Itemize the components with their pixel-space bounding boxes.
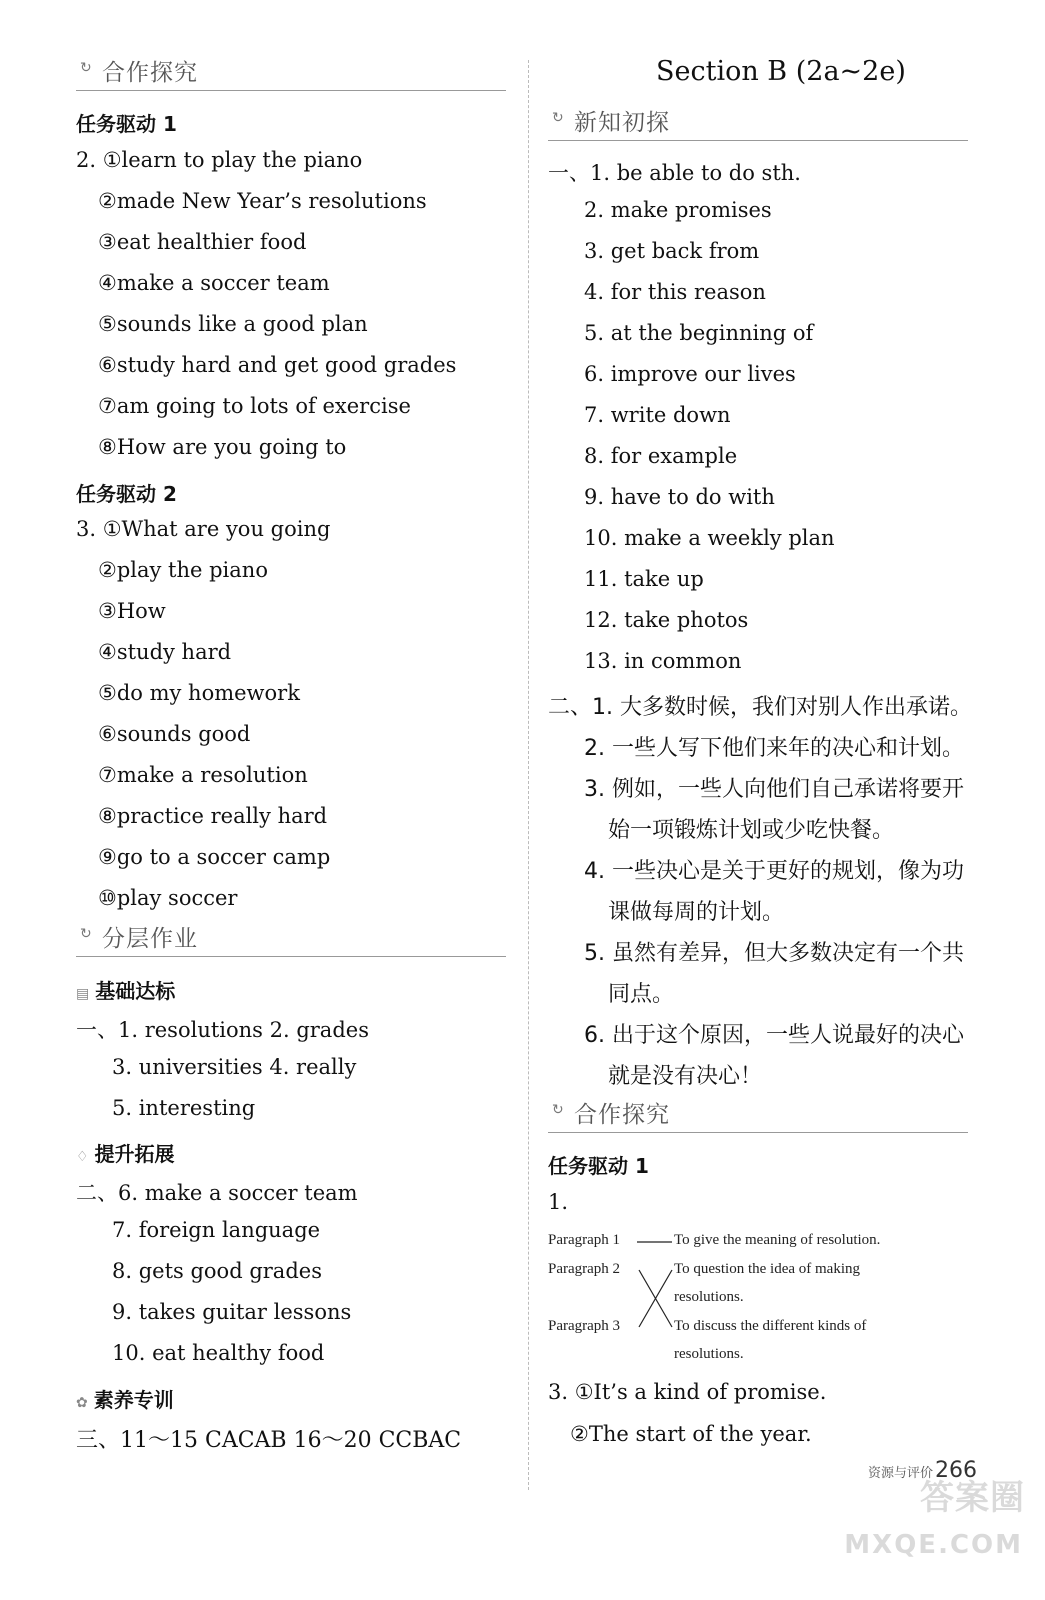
paragraph-label: Paragraph 1 bbox=[548, 1232, 621, 1248]
answer-line: ③eat healthier food bbox=[98, 230, 307, 254]
translation-line: 4. 一些决心是关于更好的规划，像为功 bbox=[584, 859, 964, 884]
answer-line: 13. in common bbox=[584, 649, 742, 673]
answer-line: ⑧How are you going to bbox=[98, 435, 347, 459]
paragraph-label: Paragraph 2 bbox=[548, 1261, 621, 1277]
purpose-label: resolutions. bbox=[674, 1289, 744, 1305]
answer-line: 二、6. make a soccer team bbox=[76, 1181, 358, 1205]
improve-heading bbox=[76, 1138, 175, 1167]
answer-line: 8. for example bbox=[584, 444, 738, 468]
translation-line: 2. 一些人写下他们来年的决心和计划。 bbox=[584, 736, 964, 761]
answer-line: 4. for this reason bbox=[584, 280, 766, 304]
answer-line: ⑤sounds like a good plan bbox=[98, 312, 368, 336]
answer-line: 11. take up bbox=[584, 567, 704, 591]
answer-line: 3. get back from bbox=[584, 239, 760, 263]
purpose-label: To give the meaning of resolution. bbox=[674, 1232, 881, 1248]
clipboard-icon: ▤ bbox=[76, 986, 90, 1002]
paragraph-matching-diagram bbox=[548, 1228, 988, 1368]
answer-line: 三、11～15 CACAB 16～20 CCBAC bbox=[76, 1428, 462, 1453]
answer-line: ⑤do my homework bbox=[98, 681, 300, 705]
matching-lines bbox=[548, 1228, 988, 1368]
purpose-label: To discuss the different kinds of bbox=[674, 1318, 867, 1334]
section-icon: ↻ bbox=[80, 60, 92, 76]
translation-line: 始一项锻炼计划或少吃快餐。 bbox=[608, 818, 895, 843]
purpose-label: resolutions. bbox=[674, 1346, 744, 1362]
task1-heading: 任务驱动 1 bbox=[76, 112, 177, 136]
answer-line: 8. gets good grades bbox=[112, 1259, 322, 1283]
translation-line: 二、1. 大多数时候，我们对别人作出承诺。 bbox=[548, 695, 972, 720]
section-header-new-knowledge bbox=[548, 106, 968, 141]
answer-line: 2. ①learn to play the piano bbox=[76, 148, 363, 172]
answer-line: 3. ①It’s a kind of promise. bbox=[548, 1380, 827, 1404]
answer-line: 7. foreign language bbox=[112, 1218, 321, 1242]
section-title: 合作探究 bbox=[102, 60, 198, 86]
answer-line: ⑧practice really hard bbox=[98, 804, 328, 828]
section-icon: ↻ bbox=[552, 1102, 564, 1118]
watermark-url: MXQE.COM bbox=[844, 1530, 1023, 1560]
section-title: 新知初探 bbox=[574, 110, 670, 136]
bulb-icon: ♢ bbox=[76, 1149, 89, 1165]
answer-line: ⑦am going to lots of exercise bbox=[98, 394, 411, 418]
literacy-heading-label: 素养专训 bbox=[93, 1388, 174, 1412]
translation-line: 5. 虽然有差异，但大多数决定有一个共 bbox=[584, 941, 964, 966]
translation-line: 3. 例如，一些人向他们自己承诺将要开 bbox=[584, 777, 964, 802]
answer-line: ④study hard bbox=[98, 640, 232, 664]
section-icon: ↻ bbox=[80, 926, 92, 942]
section-title: 分层作业 bbox=[102, 926, 198, 952]
section-icon: ↻ bbox=[552, 110, 564, 126]
answer-line: 12. take photos bbox=[584, 608, 749, 632]
answer-line: 一、1. resolutions 2. grades bbox=[76, 1018, 369, 1042]
answer-line: ⑦make a resolution bbox=[98, 763, 308, 787]
translation-line: 同点。 bbox=[608, 982, 675, 1007]
answer-line: ④make a soccer team bbox=[98, 271, 330, 295]
answer-line: ⑥sounds good bbox=[98, 722, 251, 746]
paragraph-label: Paragraph 3 bbox=[548, 1318, 621, 1334]
watermark-logo: 答案圈 bbox=[920, 1478, 1025, 1518]
answer-line: 10. eat healthy food bbox=[112, 1341, 325, 1365]
improve-heading-label: 提升拓展 bbox=[94, 1142, 175, 1166]
flower-icon: ✿ bbox=[76, 1395, 88, 1411]
answer-line: 一、1. be able to do sth. bbox=[548, 161, 801, 185]
section-header-homework bbox=[76, 922, 506, 957]
question-number: 1. bbox=[548, 1190, 569, 1214]
answer-line: 5. interesting bbox=[112, 1096, 256, 1120]
answer-line: 9. have to do with bbox=[584, 485, 775, 509]
answer-line: 3. ①What are you going bbox=[76, 517, 331, 541]
section-header-cooperation bbox=[76, 56, 506, 91]
basic-heading bbox=[76, 975, 175, 1004]
answer-line: ②play the piano bbox=[98, 558, 268, 582]
answer-line: 5. at the beginning of bbox=[584, 321, 814, 345]
answer-line: ②made New Year’s resolutions bbox=[98, 189, 427, 213]
task2-heading: 任务驱动 2 bbox=[76, 482, 177, 506]
column-divider bbox=[528, 60, 529, 1490]
answer-line: 7. write down bbox=[584, 403, 731, 427]
basic-heading-label: 基础达标 bbox=[95, 979, 176, 1003]
footer-label: 资源与评价 bbox=[867, 1466, 933, 1481]
page-number-value: 266 bbox=[935, 1458, 977, 1483]
section-title: 合作探究 bbox=[574, 1102, 670, 1128]
answer-line: 10. make a weekly plan bbox=[584, 526, 835, 550]
translation-line: 就是没有决心！ bbox=[608, 1064, 763, 1089]
answer-line: ⑩play soccer bbox=[98, 886, 238, 910]
section-b-title: Section B (2a~2e) bbox=[656, 56, 906, 87]
translation-line: 6. 出于这个原因，一些人说最好的决心 bbox=[584, 1023, 964, 1048]
answer-line: 3. universities 4. really bbox=[112, 1055, 357, 1079]
translation-line: 课做每周的计划。 bbox=[608, 900, 785, 925]
answer-line: 6. improve our lives bbox=[584, 362, 796, 386]
literacy-heading bbox=[76, 1384, 174, 1413]
task1-heading: 任务驱动 1 bbox=[548, 1154, 649, 1178]
answer-line: ③How bbox=[98, 599, 166, 623]
answer-line: 2. make promises bbox=[584, 198, 772, 222]
answer-line: 9. takes guitar lessons bbox=[112, 1300, 352, 1324]
section-header-cooperation bbox=[548, 1098, 968, 1133]
answer-line: ⑥study hard and get good grades bbox=[98, 353, 457, 377]
purpose-label: To question the idea of making bbox=[674, 1261, 860, 1277]
answer-line: ②The start of the year. bbox=[570, 1422, 812, 1446]
answer-line: ⑨go to a soccer camp bbox=[98, 845, 331, 869]
